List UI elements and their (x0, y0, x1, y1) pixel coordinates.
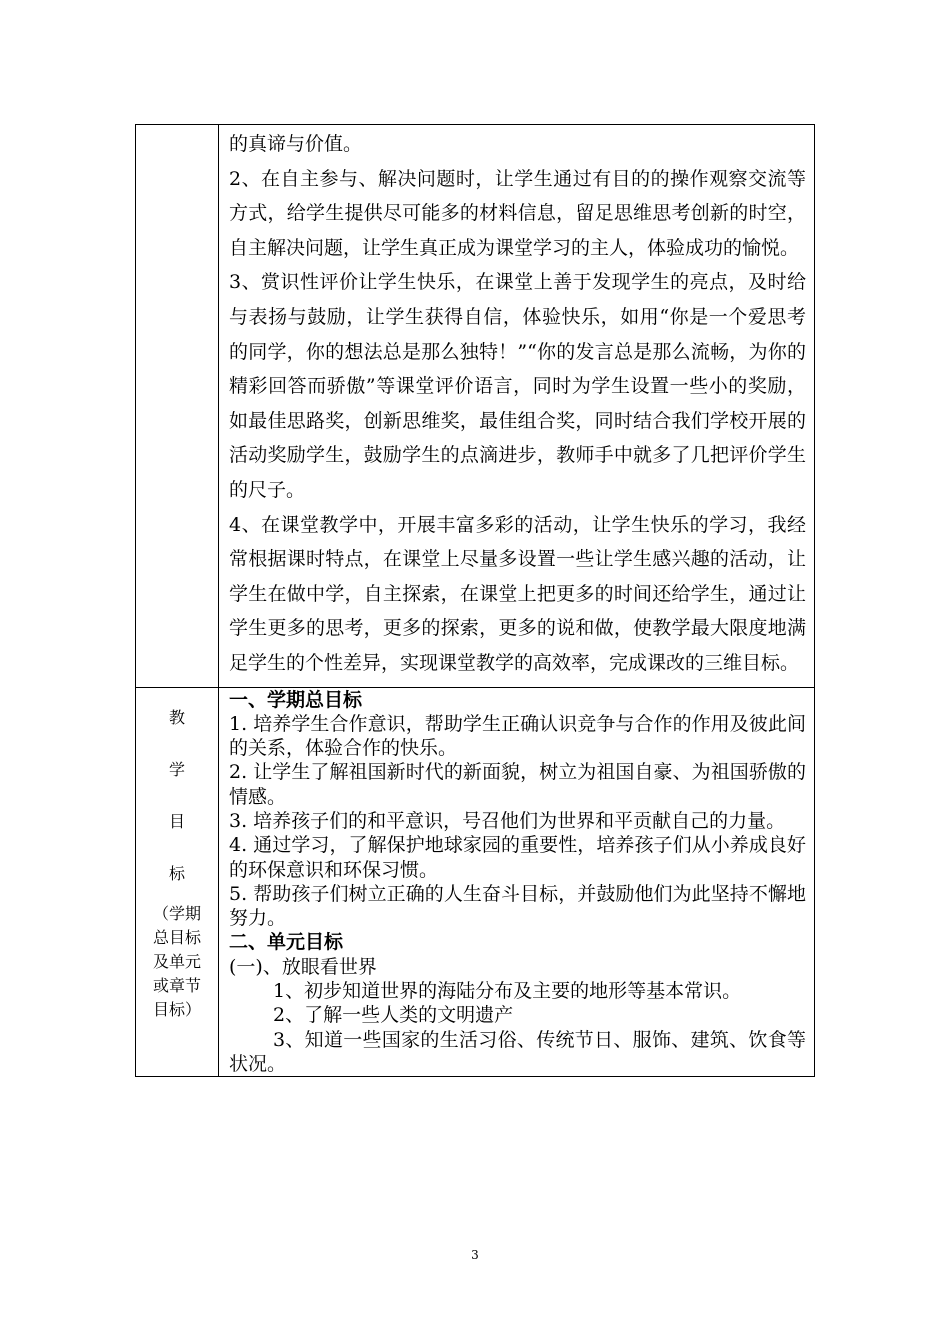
unit-item: 1、初步知道世界的海陆分布及主要的地形等基本常识。 (273, 980, 742, 1003)
label-char: 目 (168, 811, 185, 831)
section-heading: 一、学期总目标 (229, 688, 363, 711)
table-row (136, 687, 815, 1077)
section-heading: 二、单元目标 (229, 931, 344, 954)
label-char: 标 (168, 863, 185, 883)
row1-content-cell (219, 125, 815, 688)
teaching-goals-label-cell (136, 687, 219, 1077)
goal-item: 1. 培养学生合作意识，帮助学生正确认识竞争与合作的作用及彼此间的关系，体验合作的快乐。 (229, 712, 806, 760)
table-row (136, 125, 815, 688)
paragraph: 4、在课堂教学中，开展丰富多彩的活动，让学生快乐的学习，我经常根据课时特点，在课堂上尽量多设置一些让学生感兴趣的活动，让学生在做中学，自主探索，在课堂上把更多的时间还给学生，通过让学生更多的思考，更多的探索，更多的说和做，使教学最大限度地满足学生的个性差异，实现课堂教学的高效率，完成课改的三维目标。 (229, 513, 806, 674)
label-sub: 或章节 (152, 975, 201, 995)
label-sub: （学期 (152, 903, 201, 923)
content-table (135, 124, 815, 1077)
unit-item: 2、了解一些人类的文明遗产 (273, 1004, 514, 1027)
label-char: 教 (168, 707, 185, 727)
label-sub: 及单元 (152, 951, 201, 971)
row1-left-cell (136, 125, 219, 688)
goal-item: 5. 帮助孩子们树立正确的人生奋斗目标，并鼓励他们为此坚持不懈地努力。 (229, 882, 806, 930)
paragraph: 2、在自主参与、解决问题时，让学生通过有目的的操作观察交流等方式，给学生提供尽可能多的材料信息，留足思维思考创新的时空，自主解决问题，让学生真正成为课堂学习的主人，体验成功的愉悦。 (229, 167, 806, 259)
unit-item: 3、知道一些国家的生活习俗、传统节日、服饰、建筑、饮食等状况。 (229, 1028, 806, 1075)
paragraph: 3、赏识性评价让学生快乐，在课堂上善于发现学生的亮点，及时给与表扬与鼓励，让学生获得自信，体验快乐，如用“你是一个爱思考的同学，你的想法总是那么独特！”“你的发言总是那么流畅，为你的精彩回答而骄傲”等课堂评价语言，同时为学生设置一些小的奖励，如最佳思路奖，创新思维奖，最佳组合奖，同时结合我们学校开展的活动奖励学生，鼓励学生的点滴进步，教师手中就多了几把评价学生的尺子。 (229, 271, 806, 501)
label-char: 学 (168, 759, 185, 779)
paragraph: 的真谛与价值。 (229, 133, 363, 155)
goal-item: 4. 通过学习，了解保护地球家园的重要性，培养孩子们从小养成良好的环保意识和环保习惯。 (229, 834, 806, 881)
goal-item: 2. 让学生了解祖国新时代的新面貌，树立为祖国自豪、为祖国骄傲的情感。 (229, 761, 806, 808)
unit-title: (一)、放眼看世界 (229, 955, 377, 978)
goal-item: 3. 培养孩子们的和平意识，号召他们为世界和平贡献自己的力量。 (229, 809, 786, 832)
page-number: 3 (471, 1248, 479, 1262)
label-sub: 总目标 (152, 927, 201, 947)
label-sub: 目标） (152, 999, 201, 1019)
teaching-goals-cell (219, 687, 815, 1077)
